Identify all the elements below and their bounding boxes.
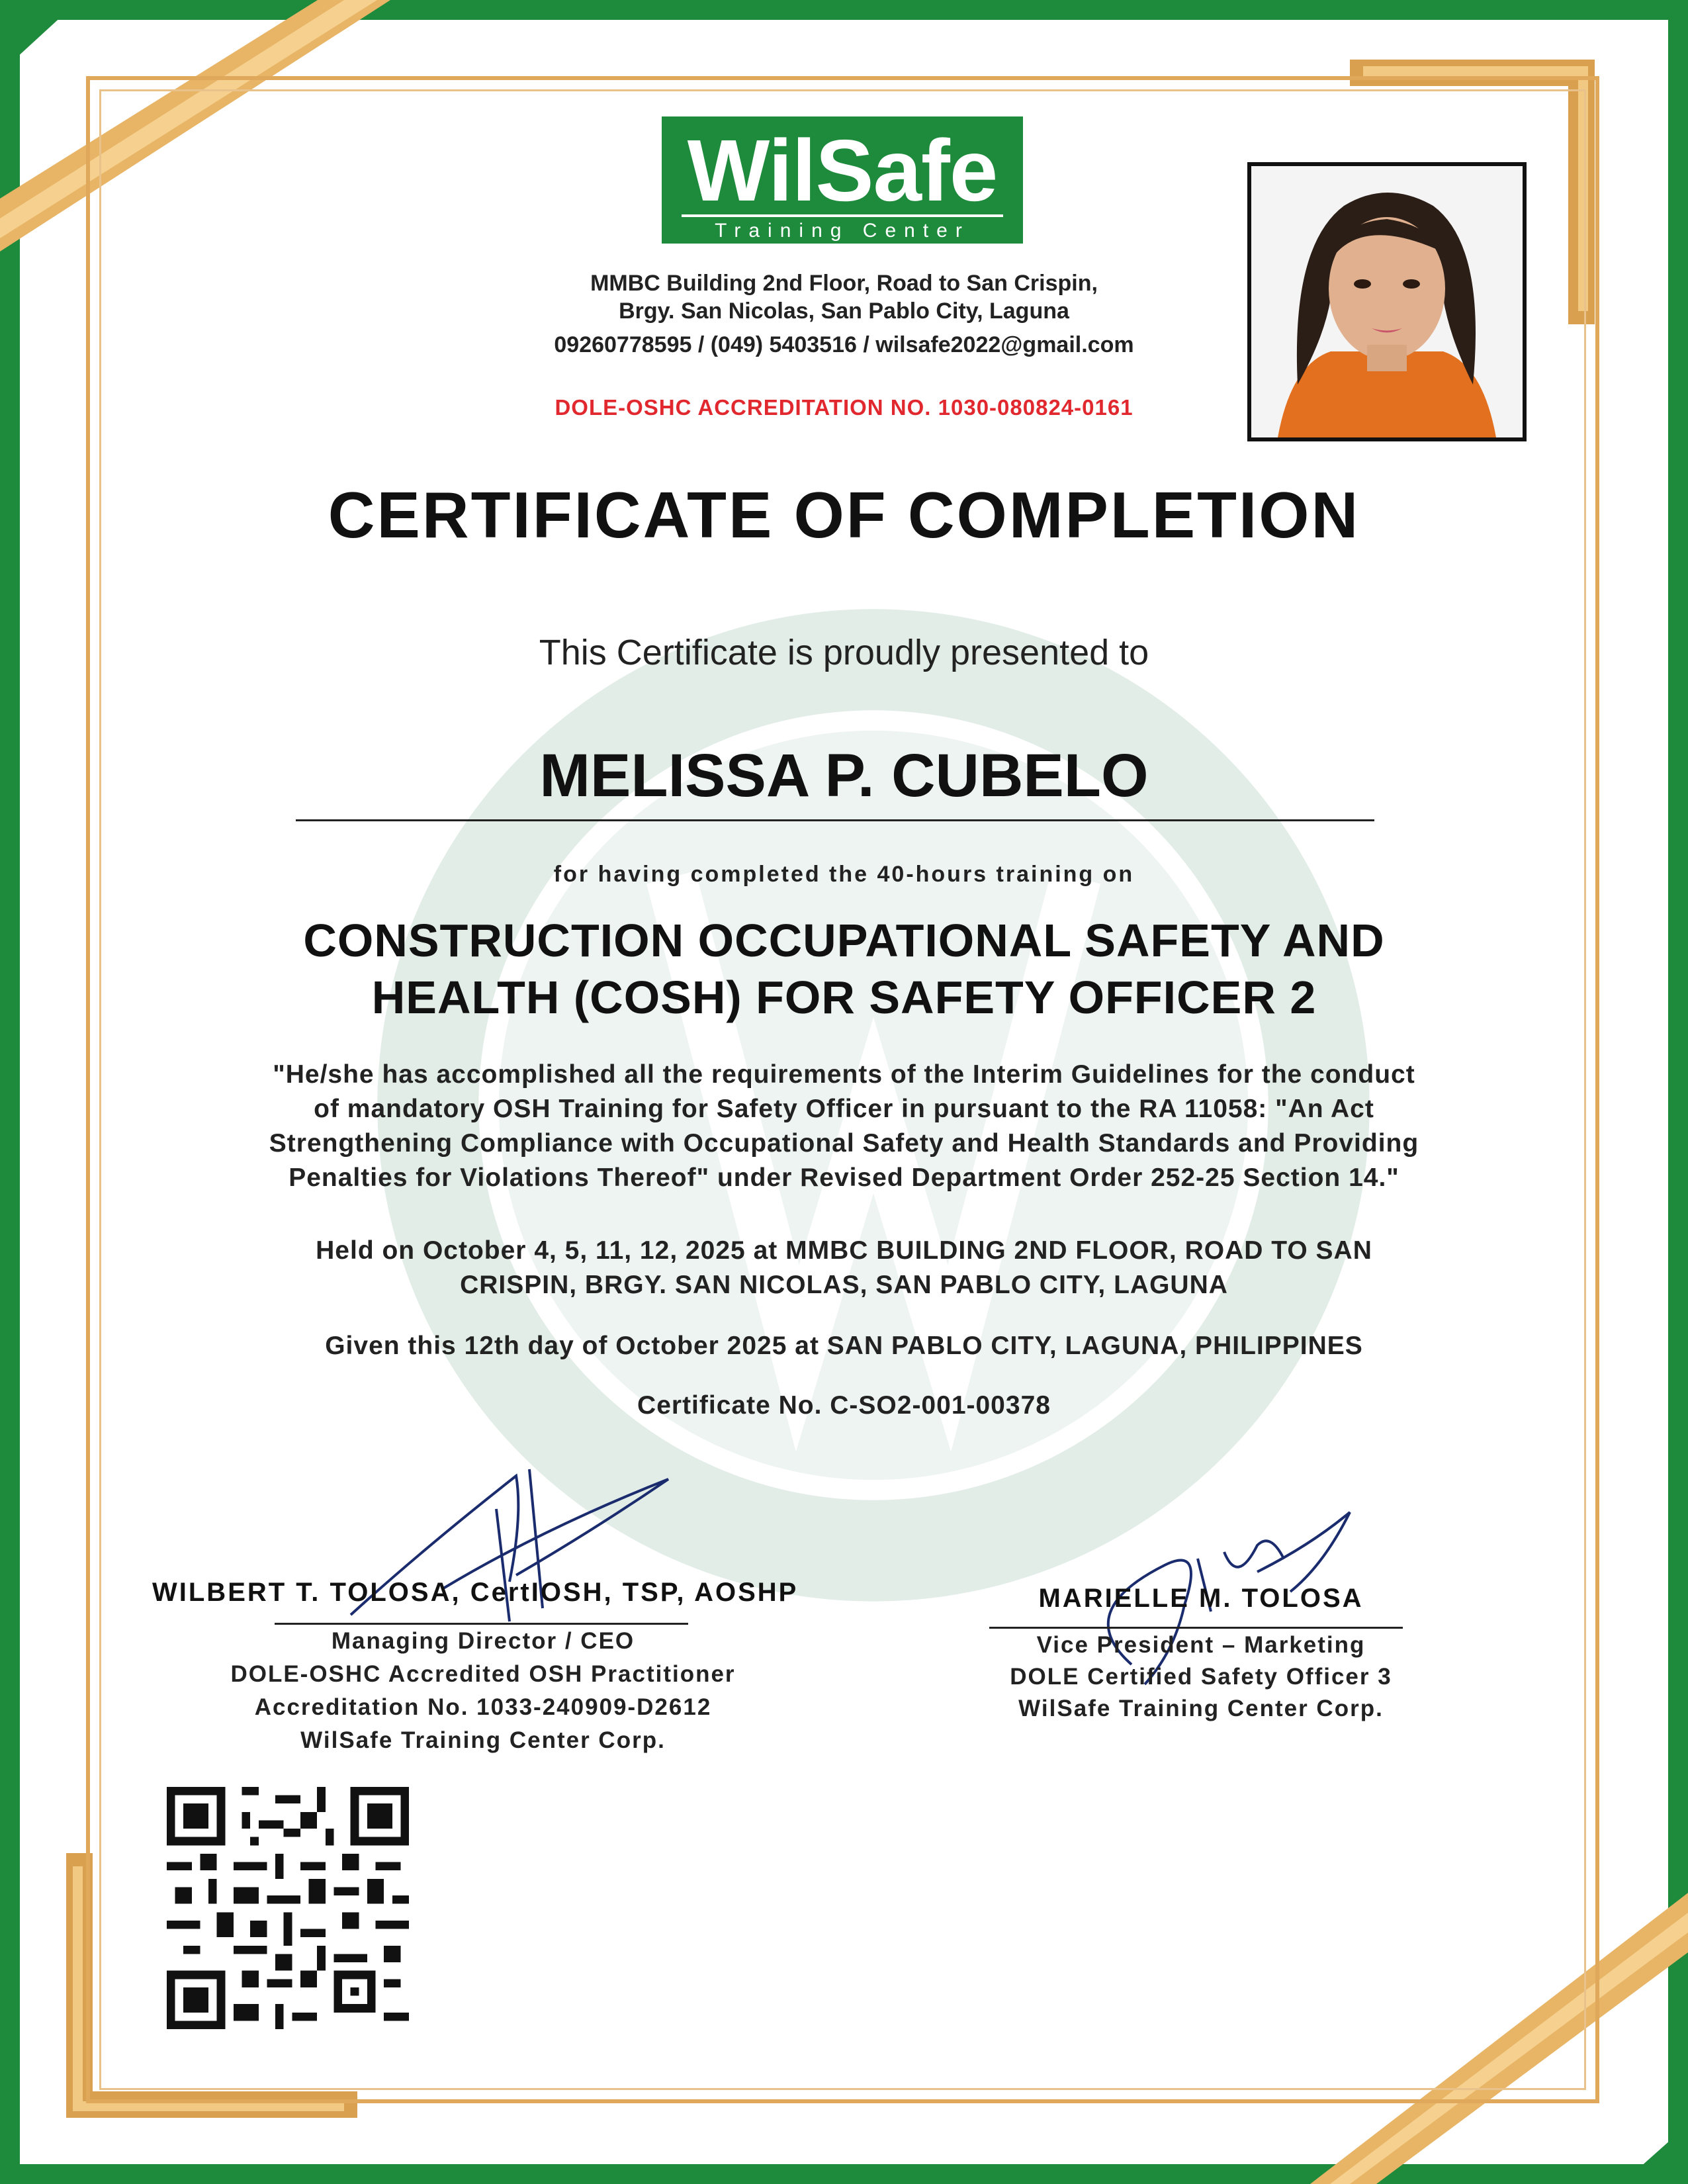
recipient-underline <box>296 819 1374 821</box>
statement-line-4: Penalties for Violations Thereof" under Revised Department Order 252-25 Section 14." <box>289 1163 1399 1192</box>
right-role-2: DOLE Certified Safety Officer 3 <box>1010 1664 1392 1690</box>
left-role-2: DOLE-OSHC Accredited OSH Practitioner <box>230 1661 736 1687</box>
right-signatory-name: MARIELLE M. TOLOSA <box>1038 1584 1364 1613</box>
statement-line-1: "He/she has accomplished all the requirements of the Interim Guidelines for the conduct <box>273 1060 1415 1089</box>
left-signatory <box>93 1578 873 1608</box>
logo-wordmark: WilSafe <box>687 122 998 219</box>
left-signatory-roles <box>152 1625 814 1757</box>
left-role-4: WilSafe Training Center Corp. <box>300 1727 666 1753</box>
left-role-1: Managing Director / CEO <box>331 1628 635 1654</box>
statement-line-3: Strengthening Compliance with Occupational Safety and Health Standards and Providing <box>269 1129 1419 1158</box>
right-role-1: Vice President – Marketing <box>1036 1632 1366 1658</box>
address-line-1: MMBC Building 2nd Floor, Road to San Crispin, <box>590 271 1098 296</box>
left-signatory-name: WILBERT T. TOLOSA, CertIOSH, TSP, AOSHP <box>152 1578 799 1607</box>
recipient-photo <box>1247 162 1527 441</box>
course-title-line-1: CONSTRUCTION OCCUPATIONAL SAFETY AND <box>303 915 1385 966</box>
right-signatory-roles <box>986 1629 1416 1725</box>
logo-subtitle: Training Center <box>682 214 1003 242</box>
held-on-line-2: CRISPIN, BRGY. SAN NICOLAS, SAN PABLO CITY, LAGUNA <box>460 1271 1228 1299</box>
right-signatory <box>986 1584 1416 1614</box>
wilsafe-logo <box>659 114 1026 246</box>
recipient-name: MELISSA P. CUBELO <box>539 742 1149 809</box>
given-date-text: Given this 12th day of October 2025 at SAN PABLO CITY, LAGUNA, PHILIPPINES <box>325 1332 1363 1360</box>
left-role-3: Accreditation No. 1033-240909-D2612 <box>254 1694 712 1720</box>
right-signature-line <box>989 1627 1403 1629</box>
contact-line: 09260778595 / (049) 5403516 / wilsafe2022@gmail.com <box>554 332 1134 357</box>
address-line-2: Brgy. San Nicolas, San Pablo City, Laguna <box>619 298 1069 324</box>
certificate-number: Certificate No. C-SO2-001-00378 <box>637 1391 1051 1420</box>
certificate-title: CERTIFICATE OF COMPLETION <box>328 478 1360 551</box>
qr-code-icon <box>167 1787 409 2029</box>
statement-line-2: of mandatory OSH Training for Safety Officer in pursuant to the RA 11058: "An Act <box>314 1095 1374 1123</box>
accreditation-number: DOLE-OSHC ACCREDITATION NO. 1030-080824-0161 <box>555 395 1133 420</box>
held-on-line-1: Held on October 4, 5, 11, 12, 2025 at MMBC BUILDING 2ND FLOOR, ROAD TO SAN <box>316 1236 1372 1265</box>
right-role-3: WilSafe Training Center Corp. <box>1018 1696 1384 1721</box>
course-title-line-2: HEALTH (COSH) FOR SAFETY OFFICER 2 <box>371 972 1317 1023</box>
training-hours-text: for having completed the 40-hours training on <box>553 862 1135 887</box>
presented-to-text: This Certificate is proudly presented to <box>539 633 1149 672</box>
